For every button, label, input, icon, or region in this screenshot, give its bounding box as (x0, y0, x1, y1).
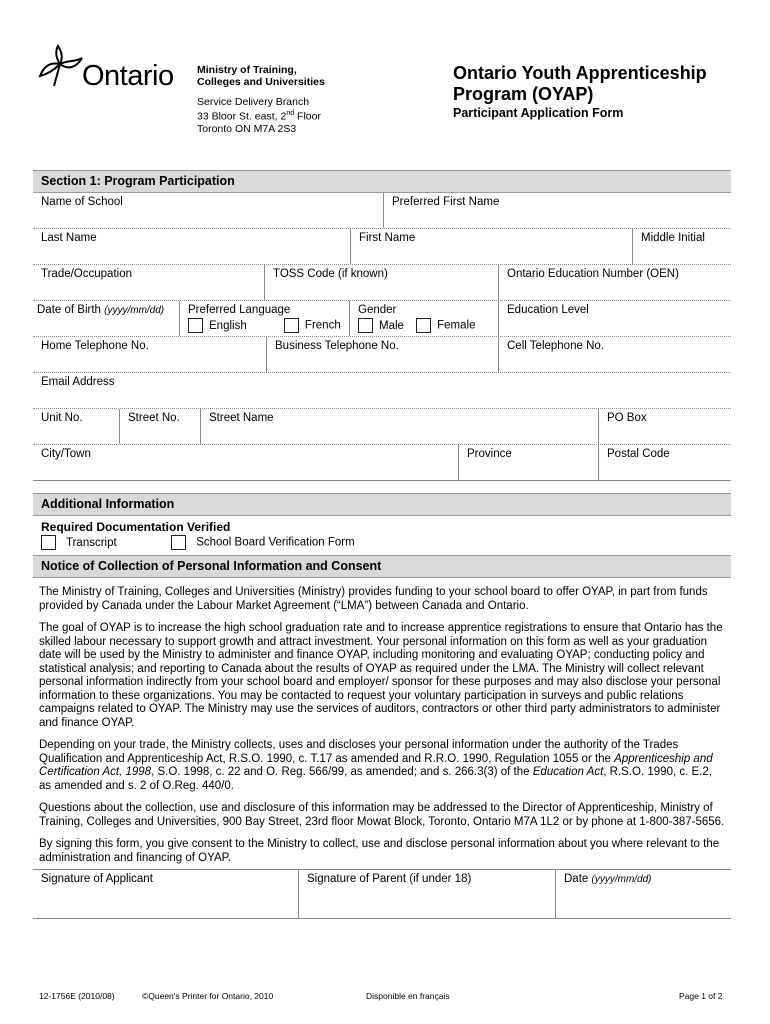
ministry-line1: Ministry of Training, (197, 64, 297, 76)
po-box-field[interactable]: PO Box (598, 409, 731, 444)
email-address-field[interactable]: Email Address (41, 376, 115, 388)
row-dob (33, 301, 731, 337)
toss-code-field[interactable]: TOSS Code (if known) (264, 265, 498, 300)
branch-name: Service Delivery Branch (197, 96, 310, 108)
trade-occupation-field[interactable]: Trade/Occupation (41, 268, 132, 280)
row-trade (33, 265, 731, 301)
row-signatures (33, 869, 731, 919)
application-form: Section 1: Program Participation Name of School Preferred First Name Last Name First Name Middle Initial Trade/Occupation TOSS Code (if known) Ontario Education Number (OEN) Date of Birth (yyyy/mm/dd) Preferred Language English French Gender Male Female Education Level Home Telephone No. Business Telephone No. Cell Telephone No. Email Address Unit No. Street No. Street Name PO Box City/Town Province Postal Code Additional Information Required Documentation Verified Transcript School Board Verification Form Notice of Collection of Personal Information and Consent The Ministry of Training, Colleges and Universities (Ministry) provides funding to your school board to offer OYAP, in part from funds provided by Canada under the Labour Market Agreement (“LMA”) between Canada and Ontario. The goal of OYAP is to increase the high school graduation rate and to increase apprentice registrations to ensure that Ontario has the skilled labour necessary to support growth and attract investment. Your personal information on this form as well as your graduation date will be used by the Ministry to administer and finance OYAP, including monitoring and evaluating OYAP; conducting policy and statistical analysis; and reporting to Canada about the results of OYAP as required under the LMA. The Ministry will collect relevant personal information indirectly from your school board and employer/ sponsor for these purposes and may also disclose your personal information to these organizations. You may be contacted to request your voluntary participation in surveys and public relations campaigns related to OYAP. The Ministry may use the services of auditors, contractors or other third party administrators to administer and finance OYAP. Depending on your trade, the Ministry collects, uses and discloses your personal information under the authority of the Trades Qualification and Apprenticeship Act, R.S.O. 1990, c. T.17 as amended and R.R.O. 1990, Regulation 1055 or the Apprenticeship and Certification Act, 1998, S.O. 1998, c. 22 and O. Reg. 566/99, as amended; and s. 266.3(3) of the Education Act, R.S.O. 1990, c. E.2, as amended and s. 2 of O.Reg. 440/0. Questions about the collection, use and disclosure of this information may be addressed to the Director of Apprenticeship, Ministry of Training, Colleges and Universities, 900 Bay Street, 23rd floor Mowat Block, Toronto, Ontario M7A 1L2 or by phone at 1-800-387-5656. By signing this form, you give consent to the Ministry to collect, use and disclose personal information about you where relevant to the administration and financing of OYAP. Signature of Applicant Signature of Parent (if under 18) Date (yyyy/mm/dd) (33, 170, 731, 919)
applicant-signature-field[interactable]: Signature of Applicant (41, 873, 153, 885)
cell-telephone-field[interactable]: Cell Telephone No. (498, 337, 731, 372)
copyright: ©Queen's Printer for Ontario, 2010 (142, 991, 274, 1001)
trillium-icon (36, 42, 84, 90)
ontario-logo (36, 42, 176, 92)
row-address (33, 409, 731, 445)
first-name-field[interactable]: First Name (350, 229, 632, 264)
row-school (33, 193, 731, 229)
french-checkbox[interactable] (284, 318, 299, 333)
female-checkbox[interactable] (416, 318, 431, 333)
unit-no-field[interactable]: Unit No. (41, 412, 83, 424)
logo-wordmark: Ontario (82, 60, 174, 92)
form-number: 12-1756E (2010/08) (39, 991, 115, 1001)
notice-paragraph-5: By signing this form, you give consent to the Ministry to collect, use and disclose personal information about you where relevant to the administration and financing of OYAP. (39, 838, 720, 864)
education-level-field[interactable]: Education Level (498, 301, 731, 336)
form-title-line1: Ontario Youth Apprenticeship (453, 63, 707, 83)
gender-group: Gender Male Female (349, 301, 498, 336)
row-phone (33, 337, 731, 373)
gender-label: Gender (358, 304, 397, 316)
city-town-field[interactable]: City/Town (41, 448, 91, 460)
preferred-language-group: Preferred Language English French (179, 301, 349, 336)
middle-initial-field[interactable]: Middle Initial (632, 229, 731, 264)
row-name (33, 229, 731, 265)
school-board-verification-checkbox[interactable] (171, 535, 186, 550)
home-telephone-field[interactable]: Home Telephone No. (41, 340, 149, 352)
signature-date-field[interactable]: Date (yyyy/mm/dd) (555, 870, 731, 918)
notice-paragraph-2: The goal of OYAP is to increase the high school graduation rate and to increase apprentice registrations to ensure that Ontario has the skilled labour necessary to support growth and attract investment. Your personal information on this form as well as your graduation date will be used by the Ministry to administer and finance OYAP, including monitoring and evaluating OYAP; conducting policy and statistical analysis; and reporting to Canada about the results of OYAP as required under the LMA. The Ministry will collect relevant personal information indirectly from your school board and employer/ sponsor for these purposes and may also disclose your personal information to these organizations. You may be contacted to request your voluntary participation in surveys and public relations campaigns related to OYAP. The Ministry may use the services of auditors, contractors or other third party administrators to administer and finance OYAP. (39, 622, 723, 729)
name-of-school-field[interactable]: Name of School (41, 196, 123, 208)
row-city (33, 445, 731, 481)
ministry-line2: Colleges and Universities (197, 76, 325, 88)
street-no-field[interactable]: Street No. (119, 409, 200, 444)
preferred-language-label: Preferred Language (188, 304, 291, 316)
notice-heading: Notice of Collection of Personal Information and Consent (33, 555, 731, 578)
row-email (33, 373, 731, 409)
notice-paragraph-1: The Ministry of Training, Colleges and Universities (Ministry) provides funding to your school board to offer OYAP, in part from funds provided by Canada under the Labour Market Agreement (“LMA”) between Canada and Ontario. (39, 586, 708, 612)
address-line2: Toronto ON M7A 2S3 (197, 122, 297, 135)
notice-paragraph-4: Questions about the collection, use and disclosure of this information may be addressed to the Director of Apprenticeship, Ministry of Training, Colleges and Universities, 900 Bay Street, 23rd floor Mowat Block, Toronto, Ontario M7A 1L2 or by phone at 1-800-387-5656. (39, 802, 725, 828)
male-checkbox[interactable] (358, 318, 373, 333)
required-docs-label: Required Documentation Verified (41, 520, 231, 534)
preferred-first-name-field[interactable]: Preferred First Name (383, 193, 731, 228)
additional-info-heading: Additional Information (33, 493, 731, 516)
form-subtitle: Participant Application Form (453, 106, 624, 120)
province-field[interactable]: Province (458, 445, 598, 480)
oen-field[interactable]: Ontario Education Number (OEN) (498, 265, 731, 300)
page-number: Page 1 of 2 (679, 991, 723, 1001)
section1-heading: Section 1: Program Participation (33, 170, 731, 193)
date-of-birth-field[interactable]: Date of Birth (yyyy/mm/dd) (37, 304, 165, 316)
last-name-field[interactable]: Last Name (41, 232, 97, 244)
french-availability: Disponible en français (366, 991, 450, 1001)
business-telephone-field[interactable]: Business Telephone No. (266, 337, 498, 372)
english-checkbox[interactable] (188, 318, 203, 333)
street-name-field[interactable]: Street Name (200, 409, 598, 444)
parent-signature-field[interactable]: Signature of Parent (if under 18) (298, 870, 555, 918)
address-line1: 33 Bloor St. east, 2nd Floor (197, 110, 321, 123)
notice-paragraph-3: Depending on your trade, the Ministry collects, uses and discloses your personal information under the authority of the Trades Qualification and Apprenticeship Act, R.S.O. 1990, c. T.17 as amended and R.R.O. 1990, Regulation 1055 or the Apprenticeship and Certification Act, 1998, S.O. 1998, c. 22 and O. Reg. 566/99, as amended; and s. 266.3(3) of the Education Act, R.S.O. 1990, c. E.2, as amended and s. 2 of O.Reg. 440/0. (39, 739, 713, 792)
transcript-checkbox[interactable] (41, 535, 56, 550)
postal-code-field[interactable]: Postal Code (598, 445, 731, 480)
form-title-line2: Program (OYAP) (453, 84, 594, 104)
